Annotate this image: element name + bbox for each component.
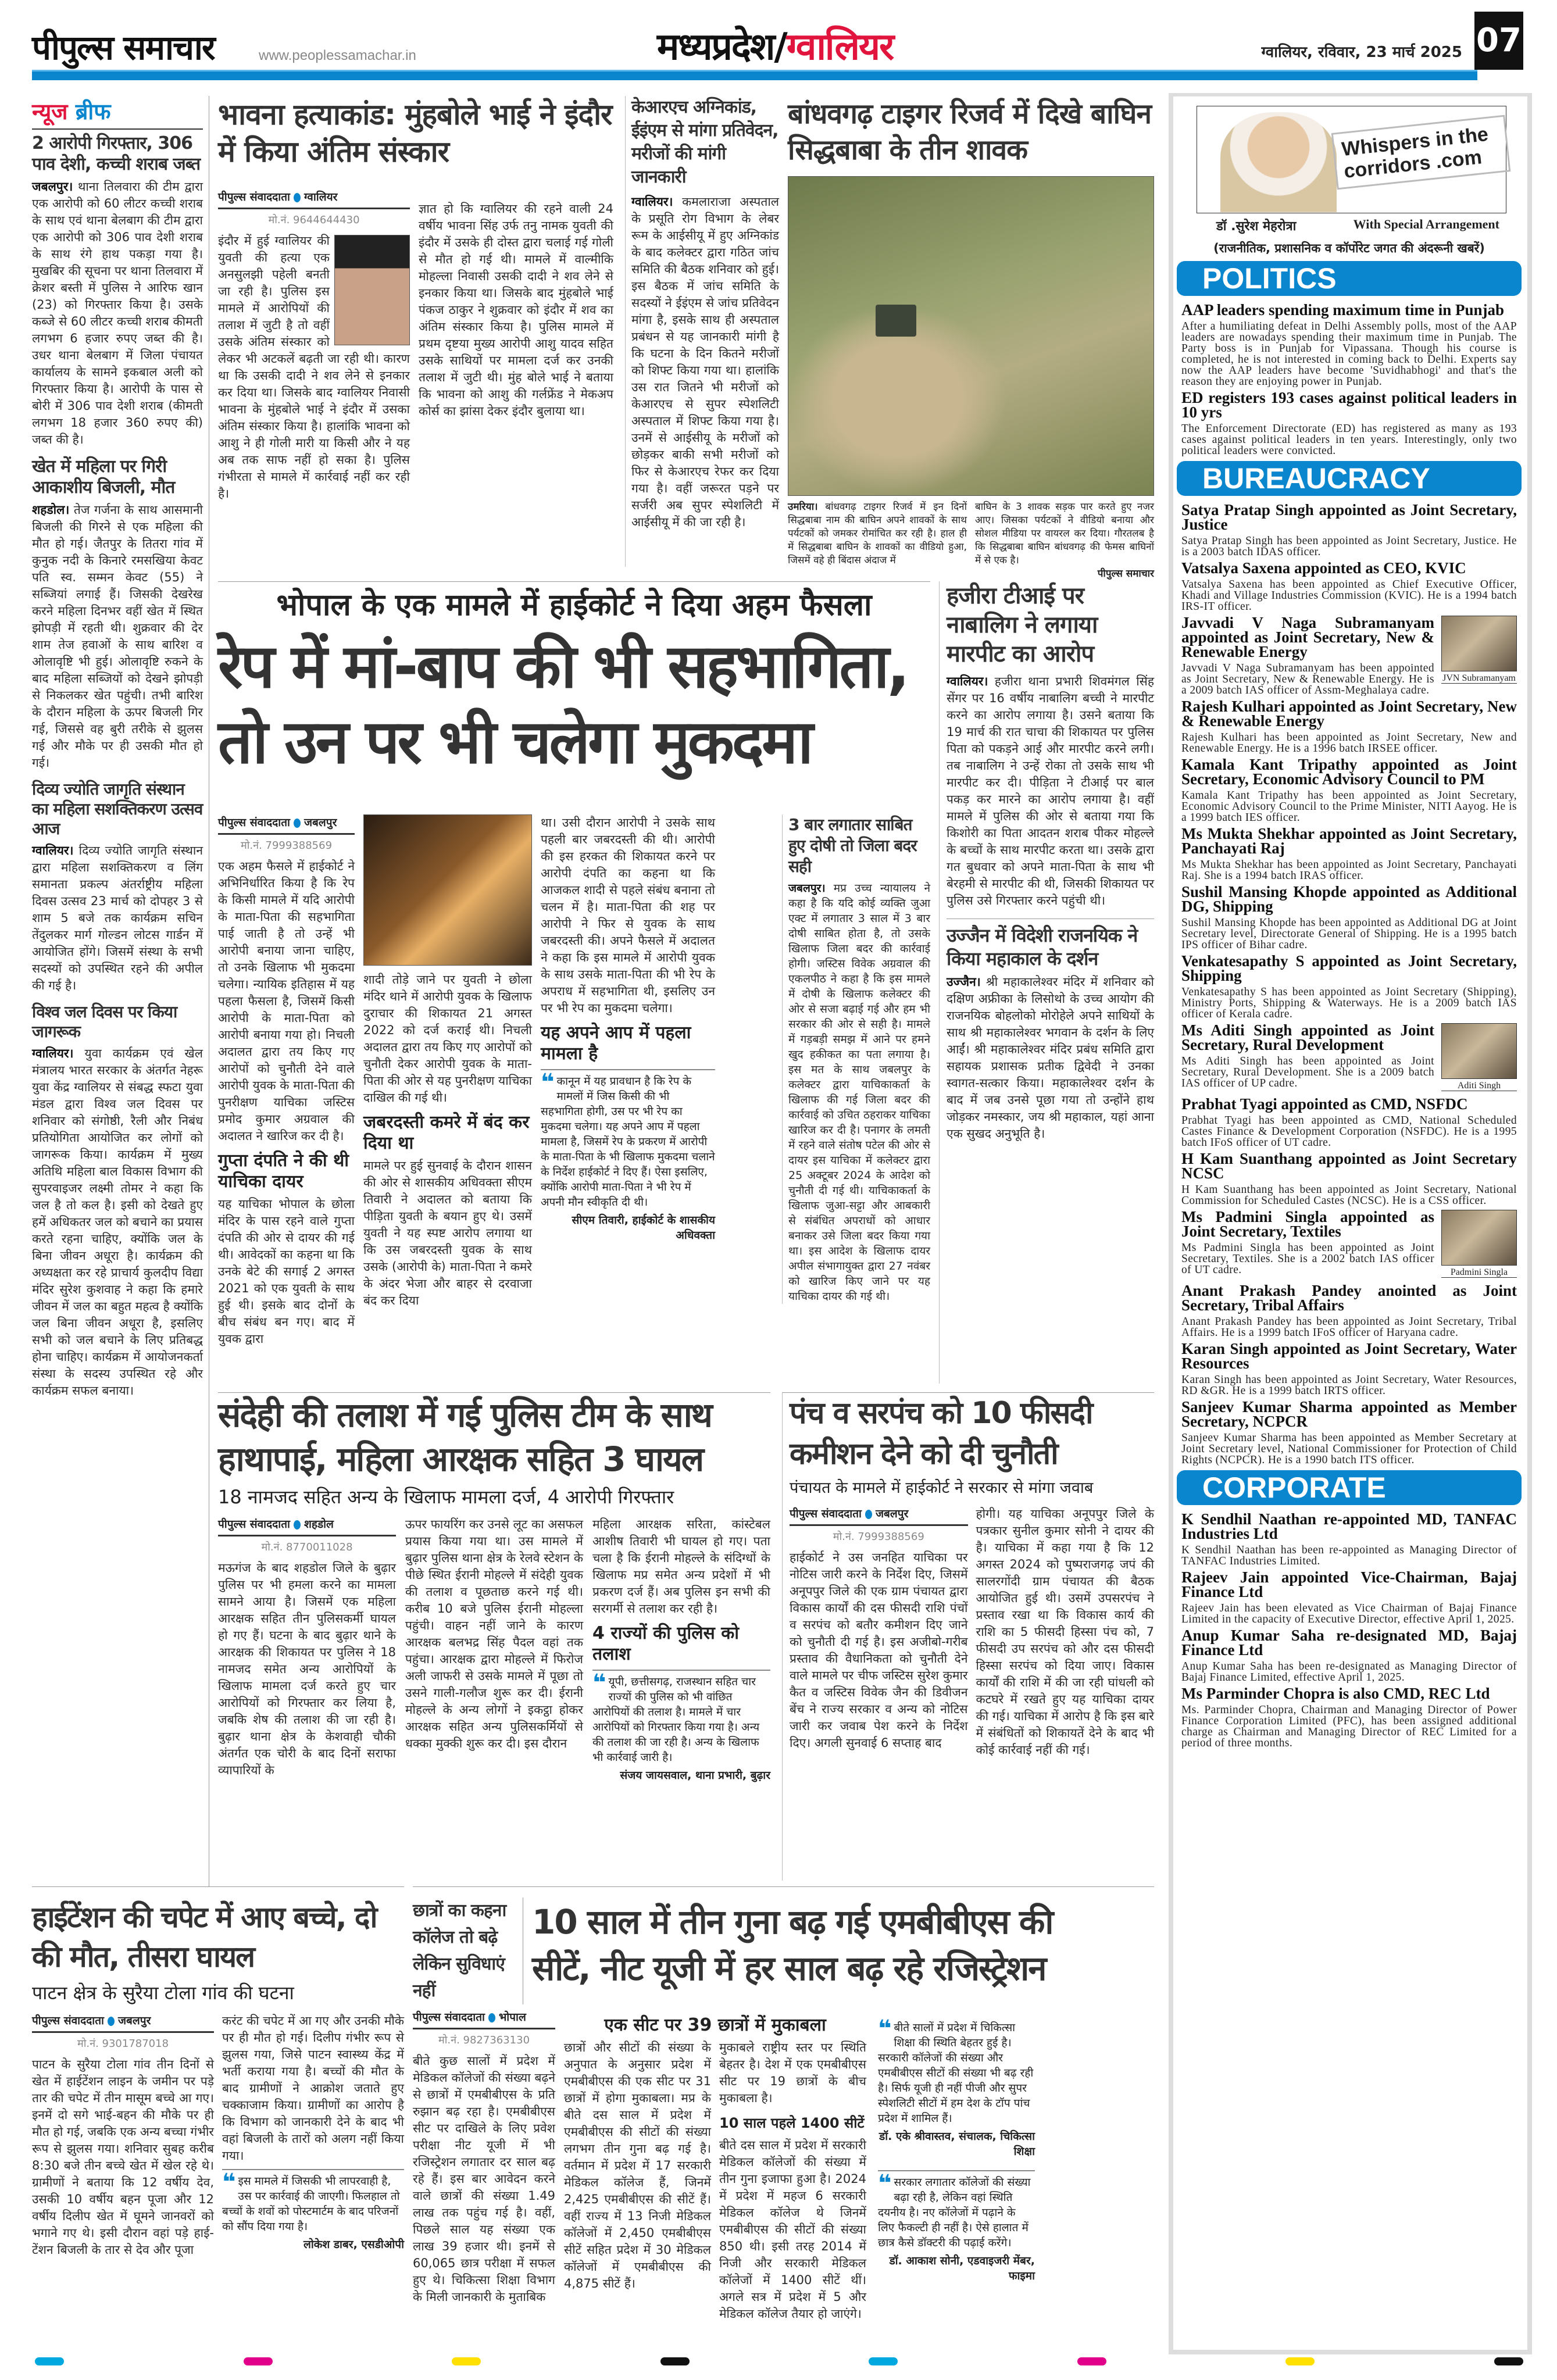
bullet-dot-icon (294, 1520, 301, 1530)
byline-reporter: पीपुल्स संवाददाता (790, 1507, 862, 1520)
photo-caption: Aditi Singh (1457, 1081, 1501, 1091)
whispers-tagline: (राजनीतिक, प्रशासनिक व कॉर्पोरेट जगत की अंदरूनी खबरें) (1213, 241, 1485, 255)
story-body: मामले पर हुई सुनवाई के दौरान शासन की ओर से शासकीय अधिवक्ता सीएम तिवारी ने अदालत को बताया कि पीड़िता युवती के बयान हुए थे। उसमें युवती ने यह स्पष्ट आरोप लगाया था कि उस जबरदस्ती युवक के साथ उसके (आरोपी के) माता-पिता ने कमरे के अंदर भेजा और बाहर से दरवाजा बंद कर दिया (363, 1159, 532, 1307)
subheading: 4 राज्यों की पुलिस को तलाश (592, 1623, 740, 1664)
story-headline[interactable]: पंच व सरपंच को 10 फीसदी कमीशन देने को दी चुनौती (790, 1396, 1092, 1471)
whisper-item (1181, 754, 1517, 823)
officer-photo (1441, 616, 1517, 684)
quote-author: सीएम तिवारी, हाईकोर्ट के शासकीय अधिवक्ता (572, 1214, 715, 1242)
whisper-item (1181, 881, 1517, 950)
panchayat-story (782, 1392, 1154, 1881)
subheading: एक सीट पर 39 छात्रों में मुकाबला (604, 2015, 826, 2035)
tiger-reserve-photo (788, 176, 1154, 496)
whisper-item (1181, 1338, 1517, 1396)
story-headline[interactable]: बांधवगढ़ टाइगर रिजर्व में दिखे बाघिन सिद्धबाबा के तीन शावक (788, 98, 1152, 166)
story-place: ग्वालियर। (631, 195, 673, 209)
section-title (657, 20, 893, 70)
whisper-item (1181, 1509, 1517, 1567)
byline-reporter: पीपुल्स संवाददाता (218, 1518, 290, 1531)
black-mark (1494, 2357, 1523, 2365)
byline-reporter: पीपुल्स संवाददाता (32, 2014, 104, 2027)
whisper-item (1181, 558, 1517, 612)
whisper-headline[interactable]: Sushil Mansing Khopde appointed as Additional DG, Shipping (1181, 883, 1517, 915)
whisper-headline[interactable]: AAP leaders spending maximum time in Punjab (1181, 301, 1505, 319)
byline-reporter: पीपुल्स संवाददाता (218, 191, 290, 203)
officer-photo (1441, 1023, 1517, 1091)
photo-caption: Padmini Singla (1450, 1267, 1508, 1277)
reporter-phone: मो.नं. 7999388569 (240, 839, 333, 852)
byline (218, 1516, 396, 1536)
story-body: हाईकोर्ट ने उस जनहित याचिका पर नोटिस जारी करने के निर्देश दिए, जिसमें अनूपपुर जिले की एक ग्राम पंचायत द्वारा विकास कार्यों की दस फीसदी राशि पंचों व सरपंच को बतौर कमीशन दिए जाने को चुनौती दी गई है। इस अजीबो-गरीब प्रस्ताव की वैधानिकता को चुनौती देने वाले मामले पर चीफ जस्टिस सुरेश कुमार कैत व जस्टिस विवेक जैन की डिवीजन बेंच ने राज्य सरकार व अन्य को नोटिस जारी कर जवाब पेश करने के निर्देश दिए। अगली सुनवाई 6 सप्ताह बाद (790, 1550, 968, 1750)
photo-caption-right (975, 501, 1154, 581)
byline-city: जबलपुर (875, 1507, 909, 1520)
brief-item (32, 133, 203, 448)
news-brief-column (32, 96, 209, 1886)
reporter-phone: मो.नं. 7999388569 (833, 1531, 924, 1543)
special-arrangement: With Special Arrangement (1353, 217, 1499, 231)
reporter-phone: मो.नं. 9644644430 (268, 214, 360, 226)
photo-caption-left (788, 501, 967, 581)
byline (32, 2013, 214, 2033)
yellow-mark (452, 2357, 481, 2365)
whisper-body: Kamala Kant Tripathy has been appointed as Joint Secretary, Economic Advisory Council to the Prime Minister, NITI Aayog. He is a 1999 batch IES officer. (1181, 789, 1517, 823)
whisper-item (1181, 1683, 1517, 1749)
whisper-item (1181, 1625, 1517, 1683)
pull-quote (222, 2169, 404, 2234)
whisper-item (1181, 499, 1517, 558)
magenta-mark (244, 2357, 273, 2365)
whispers-logo: Whispers in the corridors .com (1331, 115, 1511, 190)
whisper-headline[interactable]: Kamala Kant Tripathy appointed as Joint Secretary, Economic Advisory Council to PM (1181, 756, 1517, 788)
story-headline[interactable]: 3 बार लगातार साबित हुए दोषी तो जिला बदर सही (788, 815, 917, 876)
quote-mark-icon: ❝ (878, 2016, 892, 2042)
story-body: करंट की चपेट में आ गए और उनकी मौके पर ही मौत हो गई। दिलीप गंभीर रूप से झुलस गया, जिसे पाटन स्वास्थ्य केंद्र में भर्ती कराया गया है। बच्चों की मौत के बाद ग्रामीणों ने आक्रोश जताते हुए चक्काजाम किया। ग्रामीणों का आरोप है कि विभाग को जानकारी देने के बाद भी वहां बिजली के तारों को अलग नहीं किया गया। (222, 2014, 404, 2163)
story-body: ऊपर फायरिंग कर उनसे लूट का असफल प्रयास किया गया था। उस मामले में बुढ़ार पुलिस थाना क्षेत्र के रेलवे स्टेशन के पीछे स्थित ईरानी मोहल्ले में संदेही युवक की तलाश व पूछताछ करने गई थी। करीब 10 बजे पुलिस ईरानी मोहल्ला पहुंची। वाहन नहीं जाने के कारण आरक्षक बलभद्र सिंह पैदल वहां तक पहुंचा। आरक्षक द्वारा मोहल्ले में फिरोज अली जाफरी से उसके मामले में पूछा तो उसने गाली-गलौज शुरू कर दी। ईरानी मोहल्ले के अन्य लोगों ने इकट्ठा होकर आरक्षक सहित अन्य पुलिसकर्मियों से धक्का मुक्की शुरू कर दी। इस दौरान (405, 1517, 583, 1750)
whisper-body: Prabhat Tyagi has been appointed as CMD, National Scheduled Castes Finance & Development Corporation (NSFDC). He is a 1995 batch IFoS officer of UT cadre. (1181, 1114, 1517, 1148)
story-headline[interactable]: हाईटेंशन की चपेट में आए बच्चे, दो की मौत, तीसरा घायल (32, 1900, 377, 1974)
magenta-mark (1077, 2357, 1106, 2365)
yellow-mark (1285, 2357, 1315, 2365)
quote-mark-icon: ❝ (878, 2170, 892, 2197)
story-body: मप्र उच्च न्यायालय ने कहा है कि यदि कोई व्यक्ति जुआ एक्ट में लगातार 3 साल में 3 बार दोषी साबित होता है, तो उसके खिलाफ जिला बदर की कार्रवाई होगी। जस्टिस विवेक अग्रवाल की एकलपीठ ने कहा है कि इस मामले में दोषी के खिलाफ कलेक्टर की ओर से सजा बढ़ाई गई और हम भी सरकार की ओर से सही है। मामले में गड़बड़ी समझ में आने पर हमने खुद हकीकत का पता लगाया है। इस मत के साथ जबलपुर के कलेक्टर द्वारा याचिकाकर्ता के खिलाफ की गई जिला बदर की कार्रवाई को उचित ठहराकर याचिका खारिज कर दी है। पनागर के लमती में रहने वाले संतोष पटेल की ओर से दायर इस याचिका में कलेक्टर द्वारा 25 अक्टूबर 2024 के आदेश को चुनौती दी गई थी। याचिकाकर्ता के खिलाफ जुआ-सट्टा और आबकारी से संबंधित अपराधों को आधार बनाकर उसे जिला बदर किया गया था। इस आदेश के खिलाफ दायर अपील संभागायुक्त द्वारा 27 नवंबर को खारिज किए जाने पर यह याचिका दायर की गई थी। (788, 882, 930, 1303)
portrait-image (1441, 1210, 1517, 1266)
story-headline-line2[interactable]: सीटें, नीट यूजी में हर साल बढ़ रहे रजिस्ट्रेशन (532, 1949, 1046, 1988)
whisper-item (1181, 1206, 1517, 1280)
whisper-body: Javvadi V Naga Subramanyam has been appointed as Joint Secretary, New & Renewable Energy. He is a 2009 batch IAS officer of Assm-Meghalaya cadre. (1181, 662, 1434, 696)
byline-city: ग्वालियर (303, 191, 338, 203)
story-body: छात्रों और सीटों की संख्या के अनुपात के अनुसार प्रदेश में एमबीबीएस की एक सीट पर 31 छात्रों में होगा मुकाबला। मप्र के बीते दस साल में प्रदेश में एमबीबीएस की सीटों की संख्या लगभग तीन गुना बढ़ गई है। वर्तमान में प्रदेश में 17 सरकारी मेडिकल कॉलेज हैं, जिनमें 2,425 एमबीबीएस की सीटें हैं। वहीं राज्य में 13 निजी मेडिकल कॉलेजों में 2,450 एमबीबीएस सीटें सहित प्रदेश में 30 मेडिकल कॉलेजों में एमबीबीएस की 4,875 सीटें हैं। (564, 2040, 711, 2290)
whisper-body: Ms Mukta Shekhar has been appointed as Joint Secretary, Panchayati Raj. She is a 1994 batch IRAS officer. (1181, 859, 1517, 881)
whisper-headline[interactable]: Rajesh Kulhari appointed as Joint Secretary, New & Renewable Energy (1181, 698, 1517, 730)
bullet-dot-icon (865, 1510, 872, 1519)
subheading: यह अपने आप में पहला मामला है (541, 1023, 691, 1064)
district-expulsion-story (782, 814, 930, 1304)
brief-place: शहडोल। (32, 503, 70, 517)
whisper-item (1181, 1093, 1517, 1148)
caption-place: उमरिया। (788, 501, 818, 513)
pull-quote (541, 1069, 715, 1210)
whisper-body: Rajesh Kulhari has been appointed as Joint Secretary, New and Renewable Energy. He is a 1996 batch IRSEE officer. (1181, 731, 1517, 754)
byline (218, 189, 410, 209)
byline-city: शहडोल (303, 1518, 334, 1531)
whispers-column (1169, 93, 1532, 2354)
print-color-marks (35, 2357, 1523, 2369)
safari-jeep (876, 305, 916, 337)
whisper-item (1181, 950, 1517, 1020)
whisper-headline[interactable]: Rajeev Jain appointed Vice-Chairman, Bajaj Finance Ltd (1181, 1568, 1517, 1600)
byline-city: जबलपुर (303, 816, 337, 829)
subheading: गुप्ता दंपति ने की थी याचिका दायर (218, 1150, 349, 1192)
byline-reporter: पीपुल्स संवाददाता (413, 2011, 485, 2024)
section-city: ग्वालियर (786, 26, 894, 69)
byline (790, 1506, 968, 1526)
reporter-phone: मो.नं. 9301787018 (77, 2038, 169, 2050)
story-body: कमलाराजा अस्पताल के प्रसूति रोग विभाग के लेबर रूम के आईसीयू में हुए अग्निकांड के बाद कलेक्टर द्वारा गठित जांच समिति की बैठक शनिवार को हुई। इस बैठक में जांच समिति के सदस्यों ने ईइंएम से जांच प्रतिवेदन मांगा है, इसके साथ ही अस्पताल प्रबंधन से यह जानकारी मांगी है कि घटना के दिन कितने मरीजों को शिफ्ट किया गया था। हालांकि उस रात जितने भी मरीजों को केआरएच से सुपर स्पेशलिटी अस्पताल में शिफ्ट किया गया है। उनमें से आईसीयू के मरीजों को छोड़कर बाकी सभी मरीजों को फिर से केआरएच रेफर कर दिया गया है। वहीं जरूरत पड़ने पर सर्जरी अब सुपर स्पेशलिटी में आईसीयू में की जा रही है। (631, 195, 779, 529)
whisper-headline[interactable]: K Sendhil Naathan re-appointed MD, TANFAC Industries Ltd (1181, 1510, 1517, 1542)
brief-item (32, 780, 203, 994)
whisper-body: H Kam Suanthang has been appointed as Joint Secretary, National Commission for Scheduled Castes (NCSC). He is a CSS officer. (1181, 1184, 1517, 1206)
section-state: मध्यप्रदेश/ (657, 26, 787, 69)
pull-quote (878, 2170, 1035, 2250)
hightension-story (32, 1886, 404, 2346)
story-body: पाटन के सुरैया टोला गांव तीन दिनों से खेत में हाईटेंशन लाइन के जमीन पर पड़े तार की चपेट में तीन मासूम बच्चे आ गए। इनमें दो सगे भाई-बहन की मौके पर ही मौत हो गई, जबकि एक अन्य बच्चा गंभीर रूप से झुलस गया। शनिवार सुबह करीब 8:30 बजे तीन बच्चे खेत में खेल रहे थे। ग्रामीणों ने बताया कि 12 वर्षीय देव, उसकी 10 वर्षीय बहन पूजा और 12 वर्षीय दिलीप खेत में घूमने जानवरों को भगाने गए थे। इसी दौरान वहां पड़े हाई-टेंशन बिजली के तार से देव और पूजा (32, 2057, 214, 2257)
justice-scales-photo (363, 814, 532, 966)
byline-city: जबलपुर (117, 2014, 151, 2027)
brief-headline[interactable]: खेत में महिला पर गिरी आकाशीय बिजली, मौत (32, 456, 175, 498)
brief-headline[interactable]: दिव्य ज्योति जागृति संस्थान का महिला सशक्तिकरण उत्सव आज (32, 780, 203, 838)
story-headline[interactable]: संदेही की तलाश में गई पुलिस टीम के साथ हाथापाई, महिला आरक्षक सहित 3 घायल (218, 1395, 712, 1479)
whisper-body: K Sendhil Naathan has been re-appointed as Managing Director of TANFAC Industries Limited. (1181, 1544, 1517, 1567)
main-kicker: भोपाल के एक मामले में हाईकोर्ट ने दिया अहम फैसला (276, 588, 872, 623)
story-headline-line1[interactable]: 10 साल में तीन गुना बढ़ गई एमबीबीएस की (532, 1902, 1053, 1942)
pull-quote (592, 1670, 770, 1765)
section-band-politics: POLITICS (1177, 261, 1522, 296)
whisper-headline[interactable]: Venkatesapathy S appointed as Joint Secretary, Shipping (1181, 952, 1517, 984)
whisper-item (1181, 1280, 1517, 1338)
story-kicker: पंचायत के मामले में हाईकोर्ट ने सरकार से मांगा जवाब (790, 1479, 1094, 1497)
story-body: यह याचिका भोपाल के छोला मंदिर के पास रहने वाले गुप्ता दंपति की ओर से दायर की गई थी। आवेदकों का कहना था कि उनके बेटे की सगाई 2 अगस्त 2021 को एक युवती के साथ हुई थी। इसके बाद दोनों के बीच संबंध बन गए। बाद में युवक द्वारा (218, 1197, 355, 1346)
whisper-body: Rajeev Jain has been elevated as Vice Chairman of Bajaj Finance Limited in the capacity of Executive Director, effective April 1, 2025. (1181, 1602, 1517, 1625)
byline (413, 2009, 555, 2029)
brief-place: जबलपुर। (32, 180, 73, 194)
brief-headline[interactable]: विश्व जल दिवस पर किया जागरूक (32, 1002, 177, 1041)
story-body: शादी तोड़े जाने पर युवती ने छोला मंदिर थाने में आरोपी युवक के खिलाफ दुराचार की शिकायत 21 अगस्त 2022 को दर्ज कराई थी। निचली अदालत द्वारा तय किए गए आरोपों को चुनौती देकर आरोपी युवक के माता-पिता की ओर से यह पुनरीक्षण याचिका दाखिल की गई थी। (363, 973, 532, 1105)
whisper-item (1181, 1396, 1517, 1466)
whisper-body: Ms Aditi Singh has been appointed as Joint Secretary, Rural Development. She is a 2009 batch IAS officer of UP cadre. (1181, 1055, 1434, 1089)
main-story (218, 581, 930, 1384)
cyan-mark (35, 2357, 64, 2365)
side-headline-text[interactable]: छात्रों का कहना कॉलेज तो बढ़े लेकिन सुविधाएं नहीं (413, 1900, 506, 2001)
brief-place: ग्वालियर। (32, 1046, 74, 1060)
main-headline-line1[interactable]: रेप में मां-बाप की भी सहभागिता, (218, 631, 908, 702)
whisper-body: After a humiliating defeat in Delhi Assembly polls, most of the AAP leaders are nowadays spending their maximum time in Punjab. The Party boss is in Punjab for Vipassana. Though his course is completed, he is not interested in coming back to Delhi. Experts say now the AAP leaders have become 'Suvidhabhogi' and that's the reason they are enjoying power in Punjab. (1181, 320, 1517, 387)
story-body: बीते दस साल में प्रदेश में सरकारी मेडिकल कॉलेजों की संख्या में तीन गुना इजाफा हुआ है। 2024 में प्रदेश में महज 6 सरकारी मेडिकल कॉलेज थे जिनमें एमबीबीएस की सीटों की संख्या 850 थी। इसी तरह 2014 में निजी और सरकारी मेडिकल कॉलेजों में 1400 सीटें थीं। अगले सत्र में प्रदेश में 5 और मेडिकल कॉलेज तैयार हो जाएंगे। (719, 2138, 866, 2321)
whisper-body: Ms Padmini Singla has been appointed as Joint Secretary, Textiles. She is a 2002 batch IAS officer of UT cadre. (1181, 1242, 1434, 1276)
whispers-banner (1197, 106, 1506, 213)
tiger-story (788, 96, 1154, 580)
news-brief-title-blue: ब्रीफ (75, 99, 111, 124)
story-body: श्री महाकालेश्वर मंदिर में शनिवार को दक्षिण अफ्रीका के लिसोथो के उच्च आयोग की राजनयिक बोहलोको मोरोहेले अपने साथियों के साथ श्री महाकालेश्वर भगवान के दर्शन के लिए आईं। श्री महाकालेश्वर मंदिर प्रबंध समिति द्वारा सहायक प्रशासक प्रतीक द्विवेदी ने उनका स्वागत-सत्कार किया। महाकालेश्वर दर्शन के बाद में जब उनसे पूछा गया तो उन्होंने हाथ जोड़कर नमस्कार, जय श्री महाकाल, यहां आना एक सुखद अनुभूति है। (947, 975, 1154, 1141)
side-headline (413, 1897, 523, 2004)
quote-author: संजय जायसवाल, थाना प्रभारी, बुढ़ार (620, 1769, 770, 1782)
whisper-item (1181, 1148, 1517, 1206)
subheading: जबरदस्ती कमरे में बंद कर दिया था (363, 1112, 530, 1153)
story-body: होगी। यह याचिका अनूपपुर जिले के पत्रकार सुनील कुमार सोनी ने दायर की है। याचिका में कहा गया है कि 12 अगस्त 2024 को पुष्पराजगढ़ जपं की सालरगोंदी ग्राम पंचायत की बैठक आयोजित हुई थी। उसमें उपसरपंच ने प्रस्ताव रखा था कि विकास कार्य की राशि का 5 फीसदी हिस्सा पंच को, 7 फीसदी उप सरपंच को और दस फीसदी हिस्सा सरपंच को दिया जाए। विकास कार्यों की राशि में की जा रही घांधली को कटघरे में रखते हुए यह याचिका दायर की गई। याचिका में आरोप है कि इस बारे में संबंधितों को शिकायतें देने के बाद भी कोई कार्रवाई नहीं की गई। (976, 1507, 1154, 1757)
page-number: 07 (1474, 12, 1523, 70)
whisper-item (1181, 696, 1517, 754)
story-body: महिला आरक्षक सरिता, कांस्टेबल आशीष तिवारी भी घायल हो गए। पता चला है कि ईरानी मोहल्ले के संदिग्धों के खिलाफ मप्र समेत अन्य प्रदेशों में भी प्रकरण दर्ज हैं। अब पुलिस इन सभी की सरगर्मी से तलाश कर रही है। (592, 1517, 770, 1616)
quote-mark-icon: ❝ (592, 1670, 606, 1696)
website-url[interactable]: www.peoplessamachar.in (259, 48, 416, 63)
whisper-body: Anant Prakash Pandey has been appointed as Joint Secretary, Tribal Affairs. He is a 1999 batch IFoS officer of Haryana cadre. (1181, 1316, 1517, 1338)
bullet-dot-icon (108, 2017, 115, 2026)
header-rule (32, 70, 1477, 80)
whisper-body: Vatsalya Saxena has been appointed as Chief Executive Officer, Khadi and Village Industries Commission (KVIC). He is a 1994 batch IRS-IT officer. (1181, 578, 1517, 612)
whisper-headline[interactable]: Vatsalya Saxena appointed as CEO, KVIC (1181, 559, 1466, 577)
caption-text: बाघिन के 3 शावक सड़क पार करते हुए नजर आए। जिसका पर्यटकों ने वीडियो बनाया और सोशल मीडिया पर वायरल कर दिया। गौरतलब है कि सिद्धबाबा बाघिन बांधवगढ़ की फेमस बाघिनों में से एक है। (975, 501, 1154, 566)
byline-reporter: पीपुल्स संवाददाता (218, 816, 290, 829)
story-body: बीते कुछ सालों में प्रदेश में मेडिकल कॉलेजों की संख्या बढ़ने से छात्रों में एमबीबीएस के प्रति रुझान बढ़ रहा है। एमबीबीएस सीट पर दाखिले के लिए प्रवेश परीक्षा नीट यूजी में भी रजिस्ट्रेशन लगातार दर साल बढ़ रहे हैं। इस बार आवेदन करने वाले छात्रों की संख्या 1.49 लाख तक पहुंच गई है। वहीं, पिछले साल यह संख्या एक लाख 39 हजार थी। इनमें से 60,065 छात्र परीक्षा में सफल हुए थे। चिकित्सा शिक्षा विभाग के मिली जानकारी के मुताबिक (413, 2054, 555, 2304)
byline (218, 814, 355, 835)
photo-caption: JVN Subramanyam (1442, 673, 1516, 683)
brief-body: दिव्य ज्योति जागृति संस्थान द्वारा महिला सशक्तिकरण व लिंग समानता प्रकल्प अंतर्राष्ट्रीय महिला दिवस उत्सव 23 मार्च को दोपहर 3 से शाम 5 बजे तक कार्यक्रम सचिन तेंदुलकर मार्ग गोल्डन लोटस गार्डन में आयोजित होंगे। जिसमें संस्था के सभी सदस्यों को उपस्थित रहने की अपील की गई है। (32, 844, 203, 992)
quote-text: यूपी, छत्तीसगढ़, राजस्थान सहित चार राज्यों की पुलिस को भी वांछित आरोपियों की तलाश है। मामले में चार आरोपियों को गिरफ्तार किया गया है। अन्य की तलाश की जा रही है। अन्य के खिलाफ भी कार्रवाई जारी है। (592, 1675, 760, 1764)
brief-headline[interactable]: 2 आरोपी गिरफ्तार, 306 पाव देशी, कच्ची शराब जब्त (32, 133, 201, 174)
whisper-headline[interactable]: Ms Padmini Singla appointed as Joint Secretary, Textiles (1181, 1208, 1434, 1240)
photo-credit: पीपुल्स समाचार (1097, 568, 1154, 580)
whisper-body: Anup Kumar Saha has been re-designated as Managing Director of Bajaj Finance Limited, effective April 1, 2025. (1181, 1660, 1517, 1683)
story-body: मुकाबले राष्ट्रीय स्तर पर स्थिति बेहतर है। देश में एक एमबीबीएस सीट पर 19 छात्रों के बीच मुकाबला है। (719, 2040, 866, 2105)
quote-text: बीते सालों में प्रदेश में चिकित्सा शिक्षा की स्थिति बेहतर हुई है। सरकारी कॉलेजों की संख्या और एमबीबीएस सीटों की संख्या भी बढ़ रही है। सिर्फ यूजी ही नहीं पीजी और सुपर स्पेशलिटी सीटों में हम देश के टॉप पांच प्रदेश में शामिल हैं। (878, 2021, 1034, 2125)
whisper-item (1181, 823, 1517, 881)
story-body: ज्ञात हो कि ग्वालियर की रहने वाली 24 वर्षीय भावना सिंह उर्फ तनु नामक युवती की इंदौर में उसके ही दोस्त द्वारा चलाई गई गोली से मौत हो गई थी। मामले में वाल्मीकि मोहल्ला निवासी उसकी दादी ने शव लेने से इनकार किया था। जिसके बाद मुंहबोले भाई पंकज ठाकुर ने शुक्रवार को इंदौर में शव का अंतिम संस्कार किया है। पुलिस मामले में प्रथम दृष्टया मुख्य आरोपी आशु यादव सहित उसके साथियों पर मामला दर्ज कर उनकी तलाश में जुटी थी। मुंह बोले भाई ने बताया कि भावना को आशु की गर्लफ्रेंड ने मेकअप कोर्स का झांसा देकर इंदौर बुलाया था। (419, 202, 613, 418)
columnist-name: डॉ .सुरेश मेहरोत्रा (1216, 219, 1297, 234)
whisper-headline[interactable]: Satya Pratap Singh appointed as Joint Secretary, Justice (1181, 501, 1517, 533)
story-intro: इंदौर में हुई ग्वालियर की युवती की हत्या एक अनसुलझी पहेली बनती जा रही है। पुलिस इस मामले में आरोपियों की तलाश में जुटी है तो वहीं उसके अंतिम संस्कार को लेकर भी अटकलें बढ़ती जा रही थी। कारण था कि उसकी दादी ने शव लेने से इनकार कर दिया था। जिसके बाद ग्वालियर निवासी भावना के मुंहबोले भाई ने इंदौर में उसका अंतिम संस्कार किया है। हालांकि भावना को आशु ने ही गोली मारी या किसी और ने यह अब तक साफ नहीं हो सका है। पुलिस गंभीरता से मामले में कार्रवाई नहीं कर रही है। (218, 234, 410, 501)
quote-mark-icon: ❝ (222, 2169, 236, 2196)
byline-city: भोपाल (498, 2011, 526, 2024)
story-headline[interactable]: केआरएच अग्निकांड, ईइंएम से मांगा प्रतिवेदन, मरीजों की मांगी जानकारी (631, 97, 779, 187)
bhavna-story (218, 96, 619, 567)
story-body: मऊगंज के बाद शहडोल जिले के बुढ़ार पुलिस पर भी हमला करने का मामला सामने आया है। जिसमें एक महिला आरक्षक सहित तीन पुलिसकर्मी घायल हो गए हैं। घटना के बाद बुढ़ार थाने के आरक्षक की शिकायत पर पुलिस ने 18 नामजद समेत अन्य आरोपियों के खिलाफ मामला दर्ज करते हुए चार आरोपियों को गिरफ्तार कर लिया है, जबकि शेष की तलाश की जा रही है। बुढ़ार थाना क्षेत्र के केशवाही चौकी अंतर्गत एक चोरी के बाद दिनों सराफा व्यापारियों के (218, 1561, 396, 1777)
story-kicker: 18 नामजद सहित अन्य के खिलाफ मामला दर्ज, 4 आरोपी गिरफ्तार (218, 1486, 674, 1508)
pull-quote (878, 2017, 1035, 2126)
krh-story (625, 96, 779, 567)
story-headline[interactable]: भावना हत्याकांड: मुंहबोले भाई ने इंदौर में किया अंतिम संस्कार (218, 98, 612, 169)
caption-text: बांधवगढ़ टाइगर रिजर्व में इन दिनों सिद्धबाबा नाम की बाघिन अपने शावकों के साथ पर्यटकों को जमकर रोमांचित कर रही है। हाल ही में सिद्धबाबा बाघिन के शावकों का वीडियो हुआ, जिसमें वहे ही बिंदास अंदाज में (788, 501, 967, 566)
quote-text: कानून में यह प्रावधान है कि रेप के मामलों में जिस किसी की भी सहभागिता होगी, उस पर भी रेप का मुकदमा चलेगा। यह अपने आप में पहला मामला है, जिसमें रेप के प्रकरण में आरोपी के माता-पिता के भी खिलाफ मुकदमा चलाने के निर्देश हाईकोर्ट ने दिए हैं। ऐसा इसलिए, क्योंकि आरोपी माता-पिता ने भी रेप में अपनी मौन स्वीकृति दी थी। (541, 1075, 715, 1209)
officer-photo (1441, 1210, 1517, 1278)
whisper-item (1181, 612, 1517, 696)
columnist-photo (1220, 112, 1337, 212)
quote-text: इस मामले में जिसकी भी लापरवाही है, उस पर कार्रवाई की जाएगी। फिलहाल तो बच्चों के शवों को पोस्टमार्टम के बाद परिजनों को सौंप दिया गया है। (222, 2175, 400, 2233)
whisper-body: Sanjeev Kumar Sharma has been appointed as Member Secretary at Joint Secretary level, National Commissioner for Protection of Child Rights (NCPCR). He is a 1990 batch ITS officer. (1181, 1432, 1517, 1466)
story-place: जबलपुर। (788, 882, 826, 895)
ujjain-headline[interactable]: उज्जैन में विदेशी राजनयिक ने किया महाकाल के दर्शन (947, 919, 1154, 970)
news-brief-title (32, 96, 203, 130)
whisper-headline[interactable]: Javvadi V Naga Subramanyam appointed as Joint Secretary, New & Renewable Energy (1181, 614, 1434, 660)
brief-body: युवा कार्यक्रम एवं खेल मंत्रालय भारत सरकार के अंतर्गत नेहरू युवा केंद्र ग्वालियर से संबद्ध स्फटा युवा मंडल द्वारा विश्व जल दिवस पर शनिवार को संगोष्ठी, रैली और निबंध प्रतियोगिता आयोजित कर लोगों को जागरूक किया। कार्यक्रम में मुख्य अतिथि महिला बाल विकास विभाग की सुपरवाइजर लक्ष्मी तोमर ने कहा कि जल है तो कल है। इसी को देखते हुए हमें अधिकतर जल को बचाने का प्रयास करते रहना चाहिए, क्योंकि जल के बिना जीवन अधूरा है। कार्यक्रम की अध्यक्षता कर रहे प्राचार्य कुलदीप विद्या मंदिर सुरेश कुशवाह ने कहा कि हमारे जीवन में जल का बहुत महत्व है क्योंकि जल बिना जीवन अधूरा है, इसलिए सभी को जल बचाने के लिए प्रतिबद्ध होना चाहिए। कार्यक्रम में आयोजनकर्ता संस्था के सदस्य उपस्थित रहे और कार्यक्रम सफल बनाया। (32, 1046, 203, 1398)
brief-item (32, 456, 203, 771)
whisper-body: Sushil Mansing Khopde has been appointed as Additional DG at Joint Secretary level, Directorate General of Shipping. He is a 1995 batch IPS officer of Bihar cadre. (1181, 917, 1517, 950)
whisper-headline[interactable]: Ms Aditi Singh appointed as Joint Secretary, Rural Development (1181, 1021, 1434, 1053)
news-brief-title-red: न्यूज (32, 99, 68, 124)
brief-body: थाना तिलवारा की टीम द्वारा एक आरोपी को 60 लीटर कच्ची शराब के साथ एवं थाना बेलबाग की टीम द्वारा एक आरोपी को 306 पाव देशी शराब के साथ रंगे हाथ पकड़ा गया है। मुखबिर की सूचना पर थाना तिलवारा में क्रेशर बस्ती में पुलिस ने आरिफ खान (23) को गिरफ्तार किया है। उसके कब्जे से 60 लीटर कच्ची शराब कीमती लगभग 6 हजार रुपए जब्त की है। उधर थाना बेलबाग में जिला पंचायत कार्यालय के सामने इकबाल अली को गिरफ्तार किया है। आरोपी के पास से बोरी में 306 पाव देशी शराब (कीमती लगभग 18 हजार 360 रुपए की) जब्त की है। (32, 180, 203, 446)
brief-place: ग्वालियर। (32, 844, 74, 857)
subheading: 10 साल पहले 1400 सीटें (719, 2115, 865, 2131)
whisper-body: Venkatesapathy S has been appointed as Joint Secretary (Shipping), Ministry Ports, Shipping & Waterways. He is a 2009 batch IAS officer of Kerala cadre. (1181, 986, 1517, 1020)
story-kicker: पाटन क्षेत्र के सुरैया टोला गांव की घटना (32, 1982, 294, 2004)
whisper-item (1181, 1567, 1517, 1625)
section-band-corporate: CORPORATE (1177, 1470, 1522, 1505)
dateline: ग्वालियर, रविवार, 23 मार्च 2025 (1261, 44, 1462, 61)
quote-author: लोकेश डाबर, एसडीओपी (303, 2238, 404, 2251)
whisper-item (1181, 1020, 1517, 1093)
black-mark (660, 2357, 690, 2365)
reporter-phone: मो.नं. 9827363130 (438, 2034, 530, 2046)
quote-author: डॉ. आकाश सोनी, एडवाइजरी मेंबर, फाइमा (889, 2254, 1035, 2282)
hazira-story (939, 581, 1154, 1384)
victim-photo (334, 235, 410, 345)
quote-text: सरकार लगातार कॉलेजों की संख्या बढ़ा रही है, लेकिन वहां स्थिति दयनीय है। नए कॉलेजों में पढ़ाने के लिए फैकल्टी ही नहीं है। ऐसे हालात में छात्र कैसे डॉक्टरी की पढ़ाई करेंगे। (878, 2176, 1031, 2249)
newspaper-logo[interactable]: पीपुल्स समाचार (32, 28, 215, 67)
whisper-headline[interactable]: Ms Mukta Shekhar appointed as Joint Secretary, Panchayati Raj (1181, 825, 1517, 857)
portrait-image (1441, 1023, 1517, 1079)
whisper-headline[interactable]: Karan Singh appointed as Joint Secretary, Water Resources (1181, 1340, 1517, 1372)
whisper-body: Satya Pratap Singh has been appointed as Joint Secretary, Justice. He is a 2003 batch IDAS officer. (1181, 535, 1517, 558)
bullet-dot-icon (294, 193, 301, 202)
story-body: था। उसी दौरान आरोपी ने उसके साथ पहली बार जबरदस्ती की थी। आरोपी की इस हरकत की शिकायत करने पर आरोपी दंपति का कहना था कि आजकल शादी से पहले संबंध बनाना तो चलन में है। माता-पिता की शह पर आरोपी ने फिर से युवक के साथ जबरदस्ती की। अपने फैसले में अदालत ने कहा कि इस मामले में आरोपी युवक के साथ उसके माता-पिता की भी रेप के अपराध में सहभागिता थी, इसलिए उन पर भी रेप का मुकदमा चलेगा। (541, 816, 715, 1015)
whisper-headline[interactable]: Sanjeev Kumar Sharma appointed as Member Secretary, NCPCR (1181, 1398, 1517, 1430)
whispers-sections (1181, 261, 1517, 1749)
whisper-body: The Enforcement Directorate (ED) has registered as many as 193 cases against political leaders in ten years. Interestingly, only two political leaders were convicted. (1181, 423, 1517, 456)
whisper-item (1181, 299, 1517, 387)
portrait-image (1441, 616, 1517, 671)
section-band-bureaucracy: BUREAUCRACY (1177, 461, 1522, 496)
brief-item (32, 1002, 203, 1399)
bullet-dot-icon (488, 2013, 495, 2022)
whisper-headline[interactable]: Anup Kumar Saha re-designated MD, Bajaj Finance Ltd (1181, 1627, 1517, 1659)
story-place: ग्वालियर। (947, 674, 988, 688)
mbbs-story (413, 1886, 1154, 2346)
whisper-item (1181, 387, 1517, 456)
main-headline-line2[interactable]: तो उन पर भी चलेगा मुकदमा (218, 706, 812, 777)
quote-author: डॉ. एके श्रीवास्तव, संचालक, चिकित्सा शिक्षा (879, 2130, 1035, 2158)
story-place: उज्जैन। (947, 975, 981, 989)
whisper-headline[interactable]: Ms Parminder Chopra is also CMD, REC Ltd (1181, 1685, 1490, 1702)
story-body: हजीरा थाना प्रभारी शिवमंगल सिंह सेंगर पर 16 वर्षीय नाबालिग बच्ची ने मारपीट करने का आरोप लगाया है। उसने बताया कि 19 मार्च की रात चाचा की शिकायत पर पुलिस पिता को पकड़ने आई और मारपीट करने लगी। तब नाबालिग ने उन्हें रोका तो उसके साथ भी मारपीट कर दी। पीड़िता ने टीआई पर बाल पकड़ कर मारने का आरोप लगाया है। वहीं मामले में पुलिस की ओर से बताया गया कि किशोरी का पिता आदतन शराब पीकर मोहल्ले के बच्चों के साथ मारपीट करता था। उसके द्वारा गत बुधवार को अपने माता-पिता के साथ भी बेरहमी से मारपीट की थी, जिसकी शिकायत पर पुलिस उसे गिरफ्तार करने पहुंची थी। (947, 674, 1154, 907)
masthead (32, 12, 1526, 84)
brief-body: तेज गर्जना के साथ आसमानी बिजली की गिरने से एक महिला की मौत हो गई। जैतपुर के तितरा गांव में कुनुक नदी के किनारे रमसखिया केवट पति स्व. सम्मन केवट (55) ने सब्जियां लगाई हैं। जिसकी देखरेख करने महिला दिनभर वहीं खेत में स्थित झोपड़ी में रहती थी। शुक्रवार की देर शाम तेज हवाओं के साथ बारिश व ओलावृष्टि भी हुई। ओलावृष्टि रुकने के बाद महिला सब्जियों को देखने झोपड़ी से निकलकर खेत पहुंची। तभी बारिश के दौरान महिला के ऊपर बिजली गिर गई, जिससे वह बुरी तरीके से झुलस गई और मौके पर ही उसकी मौत हो गई। (32, 503, 203, 770)
police-scuffle-story (218, 1392, 770, 1881)
whisper-headline[interactable]: H Kam Suanthang appointed as Joint Secretary NCSC (1181, 1150, 1517, 1182)
bullet-dot-icon (294, 819, 301, 828)
whisper-body: Ms. Parminder Chopra, Chairman and Managing Director of Power Finance Corporation Limited (PFC), has been assigned additional charge as Chairman and Managing Director of REC Limited for a period of three months. (1181, 1704, 1517, 1749)
whisper-body: Karan Singh has been appointed as Joint Secretary, Water Resources, RD &GR. He is a 1999 batch IRTS officer. (1181, 1374, 1517, 1396)
whisper-headline[interactable]: Anant Prakash Pandey anointed as Joint Secretary, Tribal Affairs (1181, 1282, 1517, 1314)
whisper-headline[interactable]: ED registers 193 cases against political leaders in 10 yrs (1181, 389, 1517, 421)
story-headline[interactable]: हजीरा टीआई पर नाबालिग ने लगाया मारपीट का आरोप (947, 583, 1098, 667)
cyan-mark (869, 2357, 898, 2365)
reporter-phone: मो.नं. 8770011028 (261, 1541, 353, 1553)
story-body: एक अहम फैसले में हाईकोर्ट ने अभिनिर्धारित किया है कि रेप के किसी मामले में यदि आरोपी के माता-पिता की सहभागिता पाई जाती है तो उन्हें भी आरोपी बनाया जाना चाहिए, तो उनके खिलाफ भी मुकदमा चलेगा। न्यायिक इतिहास में यह पहला फैसला है, जिसमें किसी आरोपी के माता-पिता को आरोपी बनाया गया हो। निचली अदालत द्वारा तय किए गए आरोपों को चुनौती देने वाले आरोपी युवक के माता-पिता की पुनरीक्षण याचिका जस्टिस प्रमोद कुमार अग्रवाल की अदालत ने खारिज कर दी है। (218, 859, 355, 1143)
whisper-headline[interactable]: Prabhat Tyagi appointed as CMD, NSFDC (1181, 1095, 1468, 1113)
quote-mark-icon: ❝ (541, 1069, 555, 1096)
